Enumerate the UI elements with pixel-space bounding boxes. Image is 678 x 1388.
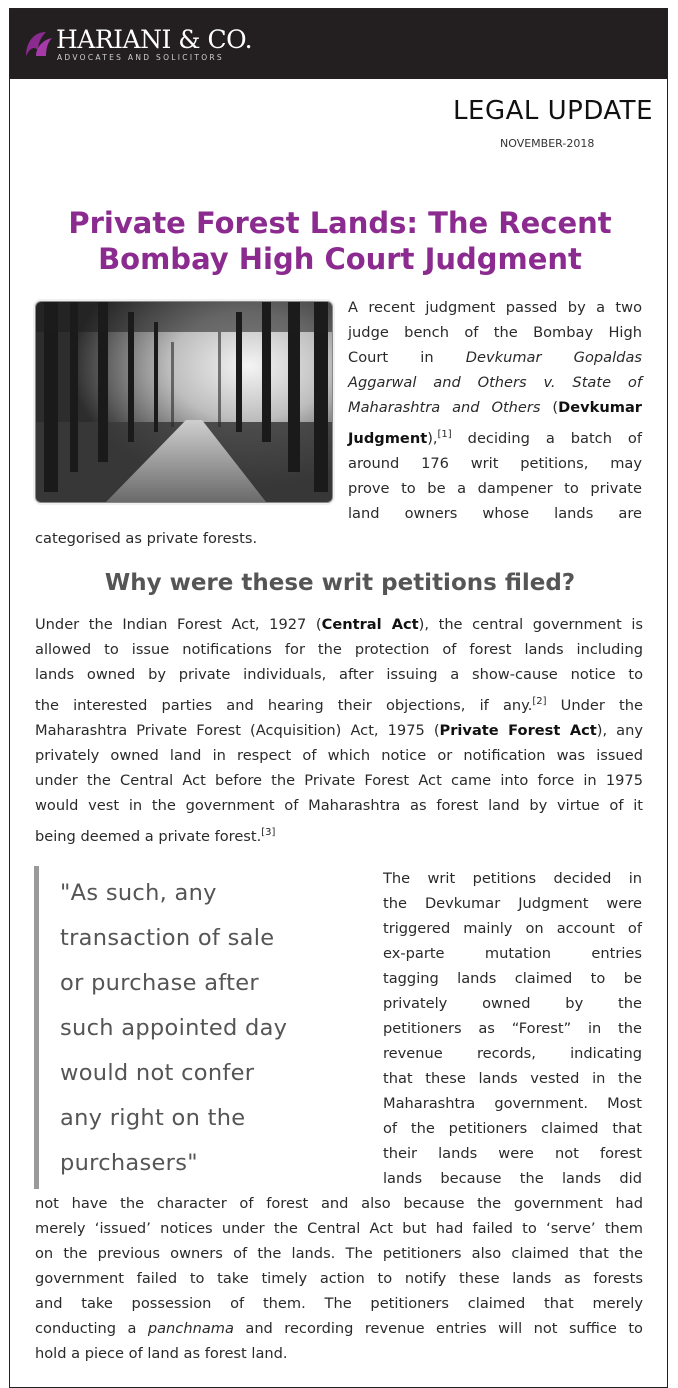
intro-text: Court in xyxy=(348,349,466,366)
forest-path-photo xyxy=(35,301,333,503)
para2-line: and take possession of them. The petitioners claimed that merely xyxy=(35,1295,643,1312)
para1-line: would vest in the government of Maharashtra as forest land by virtue of it xyxy=(35,797,643,814)
para1-line: privately owned land in respect of which notice or notification was issued xyxy=(35,747,643,764)
para1-line xyxy=(35,693,643,718)
para1-line xyxy=(35,612,643,637)
para2-line: tagging lands claimed to be xyxy=(383,970,642,987)
legal-update-title: LEGAL UPDATE xyxy=(453,96,653,126)
firm-tagline: ADVOCATES AND SOLICITORS xyxy=(57,53,224,62)
para2-line: that these lands vested in the xyxy=(383,1070,642,1087)
para2-line: government failed to take timely action to notify these lands as forests xyxy=(35,1270,643,1287)
para2-line: on the previous owners of the lands. The petitioners also claimed that the xyxy=(35,1245,643,1262)
para1-line: lands owned by private individuals, after issuing a show-cause notice to xyxy=(35,666,643,683)
para1-line xyxy=(35,718,643,743)
section-heading: Why were these writ petitions filed? xyxy=(104,570,576,596)
para2-line: merely ‘issued’ notices under the Central Act but had failed to ‘serve’ them xyxy=(35,1220,643,1237)
intro-line: land owners whose lands are xyxy=(348,505,642,522)
defined-term: Private Forest Act xyxy=(439,722,597,739)
article-title xyxy=(32,205,648,277)
para1-text: being deemed a private forest. xyxy=(35,828,262,845)
pull-quote xyxy=(60,871,350,1186)
para1-text: the interested parties and hearing their objections, if any. xyxy=(35,697,533,714)
intro-line: A recent judgment passed by a two xyxy=(348,299,642,316)
article-title-line-1: Private Forest Lands: The Recent xyxy=(68,206,612,240)
intro-line xyxy=(348,426,642,451)
para2-line: not have the character of forest and also because the government had xyxy=(35,1195,643,1212)
intro-text: deciding a batch of xyxy=(451,430,642,447)
intro-line xyxy=(348,345,642,370)
defined-term: Central Act xyxy=(321,616,419,633)
quote-line: any right on the xyxy=(60,1105,246,1131)
footnote-ref-3[interactable]: [3] xyxy=(261,827,276,838)
case-name-italic: Maharashtra and Others xyxy=(348,399,541,416)
firm-logo-icon xyxy=(22,28,54,60)
para2-line: triggered mainly on account of xyxy=(383,920,642,937)
intro-line xyxy=(348,370,642,395)
para2-line xyxy=(35,1316,643,1341)
update-date: NOVEMBER-2018 xyxy=(500,137,595,150)
intro-line: prove to be a dampener to private xyxy=(348,480,642,497)
para2-line: privately owned by the xyxy=(383,995,642,1012)
header-bar xyxy=(10,9,667,79)
defined-term: Devkumar xyxy=(558,399,642,416)
italic-term: panchnama xyxy=(147,1320,234,1337)
para1-line xyxy=(35,824,643,849)
footnote-ref-1[interactable]: [1] xyxy=(437,429,452,440)
para2-line: revenue records, indicating xyxy=(383,1045,642,1062)
para1-text: ), the central government is xyxy=(418,616,643,633)
footnote-ref-2[interactable]: [2] xyxy=(532,696,547,707)
defined-term: Judgment xyxy=(348,430,428,447)
quote-line: purchasers" xyxy=(60,1150,198,1176)
intro-line: around 176 writ petitions, may xyxy=(348,455,642,472)
pull-quote-bar xyxy=(34,866,39,1189)
para2-line: lands because the lands did xyxy=(383,1170,642,1187)
para2-line: hold a piece of land as forest land. xyxy=(35,1345,288,1362)
intro-line: judge bench of the Bombay High xyxy=(348,324,642,341)
para2-line: ex-parte mutation entries xyxy=(383,945,642,962)
case-name-italic: Devkumar Gopaldas xyxy=(465,349,642,366)
para2-text: conducting a xyxy=(35,1320,148,1337)
intro-text: ), xyxy=(427,430,438,447)
para1-text: Under the xyxy=(546,697,643,714)
newsletter-page xyxy=(9,8,668,1388)
quote-line: would not confer xyxy=(60,1060,255,1086)
para2-line: The writ petitions decided in xyxy=(383,870,642,887)
para2-line: petitioners as “Forest” in the xyxy=(383,1020,642,1037)
intro-line xyxy=(348,395,642,420)
quote-line: such appointed day xyxy=(60,1015,288,1041)
firm-name: HARIANI & CO. xyxy=(56,25,253,54)
para2-text: and recording revenue entries will not suffice to xyxy=(233,1320,643,1337)
para1-text: Maharashtra Private Forest (Acquisition) Act, 1975 ( xyxy=(35,722,440,739)
para1-text: Under the Indian Forest Act, 1927 ( xyxy=(35,616,322,633)
para2-line: of the petitioners claimed that xyxy=(383,1120,642,1137)
quote-line: "As such, any xyxy=(60,880,217,906)
case-name-italic: Aggarwal and Others v. State of xyxy=(348,374,642,391)
forest-image-icon xyxy=(36,302,332,502)
para1-text: ), any xyxy=(596,722,643,739)
quote-line: transaction of sale xyxy=(60,925,275,951)
para2-line: the Devkumar Judgment were xyxy=(383,895,642,912)
para1-line: allowed to issue notifications for the protection of forest lands including xyxy=(35,641,643,658)
intro-line: categorised as private forests. xyxy=(35,530,258,547)
intro-text: ( xyxy=(540,399,559,416)
article-title-line-2: Bombay High Court Judgment xyxy=(98,242,582,276)
para1-line: under the Central Act before the Private Forest Act came into force in 1975 xyxy=(35,772,643,789)
quote-line: or purchase after xyxy=(60,970,259,996)
para2-line: Maharashtra government. Most xyxy=(383,1095,642,1112)
para2-line: their lands were not forest xyxy=(383,1145,642,1162)
